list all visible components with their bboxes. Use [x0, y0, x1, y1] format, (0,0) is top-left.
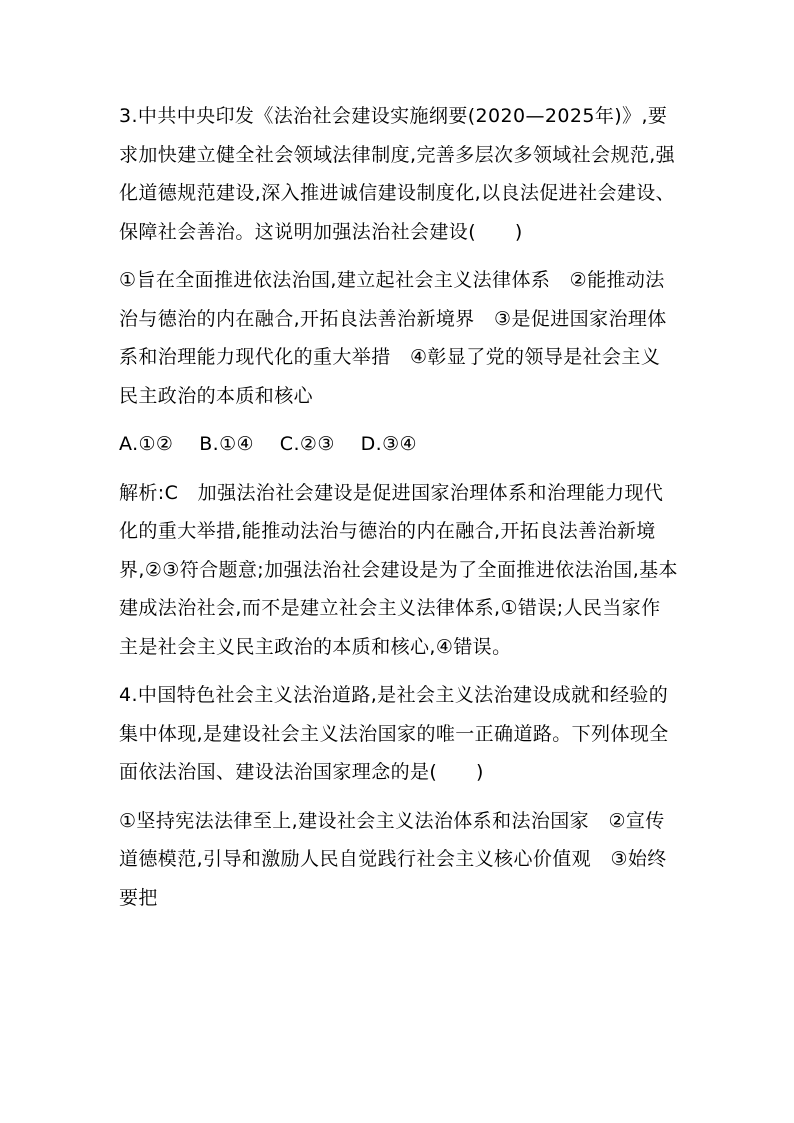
question-3-options: ①旨在全面推进依法治国,建立起社会主义法律体系 ②能推动法治与德治的内在融合,开拓良法善治新境界 ③是促进国家治理体系和治理能力现代化的重大举措 ④彰显了党的领导是社会主义民主政治的本质和核心 — [119, 269, 667, 407]
question-3-analysis: 解析:C 加强法治社会建设是促进国家治理体系和治理能力现代化的重大举措,能推动法治与德治的内在融合,开拓良法善治新境界,②③符合题意;加强法治社会建设是为了全面推进依法治国,基本建成法治社会,而不是建立社会主义法律体系,①错误;人民当家作主是社会主义民主政治的本质和核心,④错误。 — [119, 481, 678, 658]
question-4 — [119, 676, 679, 917]
question-4-options: ①坚持宪法法律至上,建设社会主义法治体系和法治国家 ②宣传道德模范,引导和激励人民自觉践行社会主义核心价值观 ③始终要把 — [119, 809, 667, 909]
question-4-stem: 4.中国特色社会主义法治道路,是社会主义法治建设成就和经验的集中体现,是建设社会主义法治国家的唯一正确道路。下列体现全面依法治国、建设法治国家理念的是( ) — [119, 684, 669, 783]
question-3-choices: A.①② B.①④ C.②③ D.③④ — [119, 433, 417, 455]
question-3-stem: 3.中共中央印发《法治社会建设实施纲要(2020—2025年)》,要求加快建立健全社会领域法律制度,完善多层次多领域社会规范,强化道德规范建设,深入推进诚信建设制度化,以良法促进社会建设、保障社会善治。这说明加强法治社会建设( ) — [119, 105, 676, 243]
document-page — [119, 97, 679, 917]
question-3 — [119, 97, 679, 666]
